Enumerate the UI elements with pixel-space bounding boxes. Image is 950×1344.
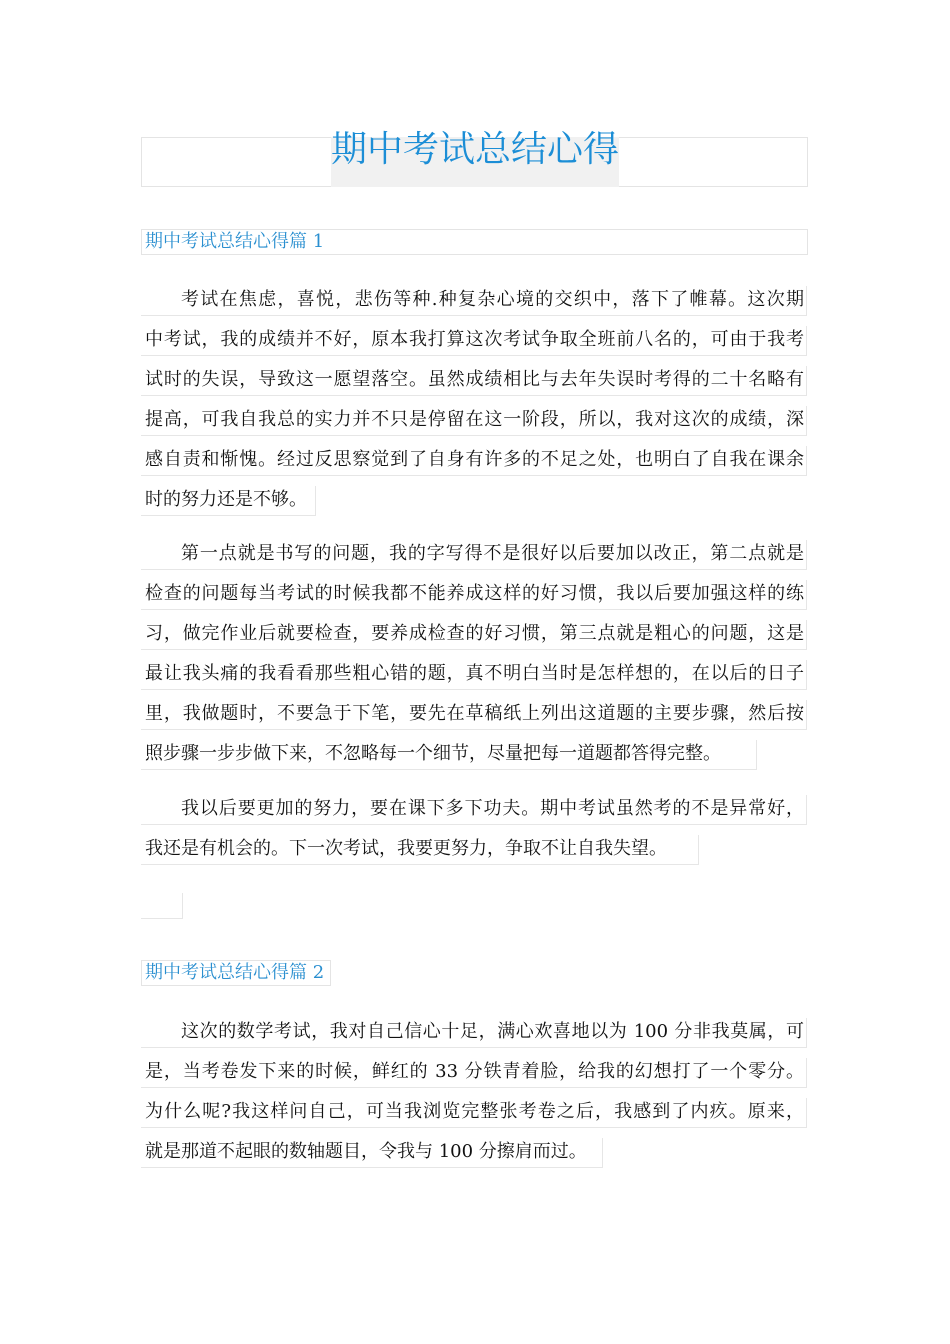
- text-line: 试时的失误，导致这一愿望落空。虽然成绩相比与去年失误时考得的二十名略有: [141, 366, 807, 396]
- text-line: 最让我头痛的我看看那些粗心错的题，真不明白当时是怎样想的，在以后的日子: [141, 660, 807, 690]
- text-line: 我还是有机会的。下一次考试，我要更努力，争取不让自我失望。: [141, 835, 699, 865]
- section-heading-2: 期中考试总结心得篇 2: [141, 960, 331, 986]
- text-line: 第一点就是书写的问题，我的字写得不是很好以后要加以改正，第二点就是: [141, 540, 807, 570]
- text-line: 中考试，我的成绩并不好，原本我打算这次考试争取全班前八名的，可由于我考: [141, 326, 807, 356]
- text-line: 里，我做题时，不要急于下笔，要先在草稿纸上列出这道题的主要步骤，然后按: [141, 700, 807, 730]
- text-line: 考试在焦虑，喜悦，悲伤等种.种复杂心境的交织中，落下了帷幕。这次期: [141, 286, 807, 316]
- text-line: 感自责和惭愧。经过反思察觉到了自身有许多的不足之处，也明白了自我在课余: [141, 446, 807, 476]
- document-title: 期中考试总结心得: [331, 129, 620, 170]
- text-line: 是，当考卷发下来的时候，鲜红的 33 分铁青着脸，给我的幻想打了一个零分。: [141, 1058, 807, 1088]
- section-heading-1: 期中考试总结心得篇 1: [141, 229, 808, 255]
- text-line: 时的努力还是不够。: [141, 486, 316, 516]
- paragraph-1-1: [141, 278, 808, 518]
- text-line: 习，做完作业后就要检查，要养成检查的好习惯，第三点就是粗心的问题，这是: [141, 620, 807, 650]
- text-line: 为什么呢?我这样问自己，可当我浏览完整张考卷之后，我感到了内疚。原来，: [141, 1098, 807, 1128]
- text-line: 检查的问题每当考试的时候我都不能养成这样的好习惯，我以后要加强这样的练: [141, 580, 807, 610]
- text-line: 照步骤一步步做下来，不忽略每一个细节，尽量把每一道题都答得完整。: [141, 740, 757, 770]
- text-line: 这次的数学考试，我对自己信心十足，满心欢喜地以为 100 分非我莫属，可: [141, 1018, 807, 1048]
- paragraph-1-3: [141, 787, 808, 867]
- paragraph-2-1: [141, 1010, 808, 1170]
- empty-line-box: [141, 893, 183, 919]
- text-line: 就是那道不起眼的数轴题目，令我与 100 分擦肩而过。: [141, 1138, 603, 1168]
- paragraph-1-2: [141, 532, 808, 772]
- text-line: 我以后要更加的努力，要在课下多下功夫。期中考试虽然考的不是异常好，: [141, 795, 807, 825]
- text-line: 提高，可我自我总的实力并不只是停留在这一阶段，所以，我对这次的成绩，深: [141, 406, 807, 436]
